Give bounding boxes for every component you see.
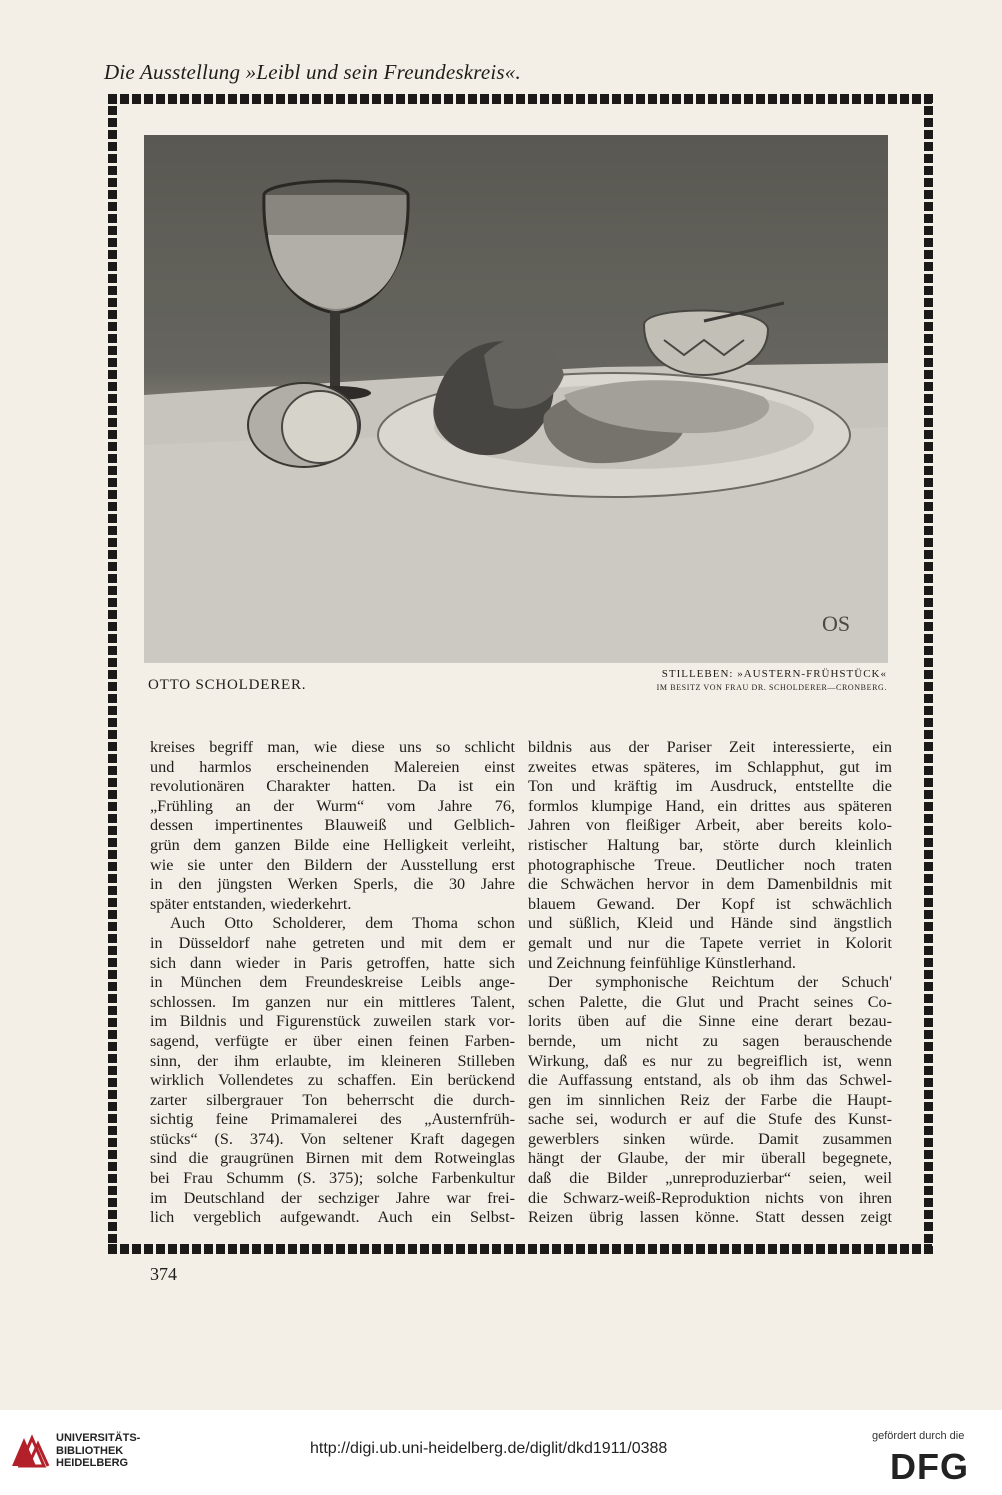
page-number: 374 [150, 1264, 177, 1284]
border-bottom [108, 1244, 932, 1254]
text-line: und harmlos erscheinenden Malereien einst [150, 757, 515, 776]
text-line: sagend, verfügte er über einen feinen Farben- [150, 1031, 515, 1050]
text-line: photographische Treue. Deutlicher noch traten [528, 855, 892, 874]
permalink-url[interactable]: http://digi.ub.uni-heidelberg.de/diglit/dkd1911/0388 [310, 1440, 668, 1457]
university-library-logo-icon [10, 1432, 50, 1472]
text-line: im Bildnis und Figurenstück zuweilen stark vor- [150, 1012, 515, 1031]
border-right [924, 94, 933, 1254]
text-line: später entstanden, wiederkehrt. [150, 894, 352, 913]
text-line: Jahren von fleißiger Arbeit, aber bereits kolo- [528, 816, 892, 835]
text-line: ristischer Haltung bar, störte durch kleinlich [528, 835, 892, 854]
text-line: in den jüngsten Werken Sperls, die 30 Jahre [150, 875, 515, 894]
border-left [108, 94, 117, 1254]
text-line: bernde, um nicht zu sagen berauschende [528, 1031, 892, 1050]
text-line: die Auffassung entstand, als ob ihm das Schwel- [528, 1071, 892, 1090]
text-line: sache sei, wodurch er auf die Stufe des Kunst- [528, 1110, 892, 1129]
text-line: die Schwächen hervor in dem Damenbildnis mit [528, 875, 892, 894]
text-line: in München dem Freundeskreise Leibls ange- [150, 973, 515, 992]
library-name-line: UNIVERSITÄTS- [56, 1432, 141, 1444]
text-line: grün dem ganzen Bilde eine Helligkeit verleiht, [150, 835, 515, 854]
painting-title: STILLEBEN: »AUSTERN-FRÜHSTÜCK« [661, 668, 887, 680]
text-line: revolutionären Charakter hatten. Da ist ein [150, 777, 515, 796]
text-line: formlos klumpige Hand, ein drittes aus späteren [528, 796, 892, 815]
text-line: Reizen übrig lassen könne. Statt dessen zeigt [528, 1208, 892, 1227]
title-caption [560, 668, 887, 692]
text-line: und Zeichnung feinfühlige Künstlerhand. [528, 953, 796, 972]
running-head: Die Ausstellung »Leibl und sein Freundeskreis«. [104, 60, 521, 84]
text-line: und süßlich, Kleid und Hände sind ängstlich [528, 914, 892, 933]
digitization-footer [0, 1410, 1002, 1495]
text-line: dessen impertinentes Blauweiß und Gelblich- [150, 816, 515, 835]
text-line: sichtig feine Primamalerei des „Austernfrüh- [150, 1110, 515, 1129]
text-line: bildnis aus der Pariser Zeit interessierte, ein [528, 738, 892, 756]
text-line: zarter silbergrauer Ton beherrscht die durch- [150, 1090, 515, 1109]
text-line: stücks“ (S. 374). Von seltener Kraft dagegen [150, 1129, 515, 1148]
text-line: in Düsseldorf nahe getreten und mit dem er [150, 933, 515, 952]
text-line: Wirkung, daß es nur zu begreiflich ist, wenn [528, 1051, 892, 1070]
library-name-line: BIBLIOTHEK [56, 1444, 124, 1457]
text-line: Der symphonische Reichtum der Schuch' [548, 973, 892, 992]
text-line: die Schwarz-weiß-Reproduktion nichts von ihren [528, 1188, 892, 1207]
text-line: im Deutschland der sechziger Jahre war frei- [150, 1188, 515, 1207]
text-column-left [150, 738, 515, 1228]
text-line: lorits üben auf die Sinne eine derart bezau- [528, 1012, 892, 1031]
text-line: blauem Gewand. Der Kopf ist schwächlich [528, 894, 892, 913]
painting-still-life [144, 135, 888, 663]
text-line: sind die graugrünen Birnen mit dem Rotweinglas [150, 1149, 515, 1168]
artist-caption: OTTO SCHOLDERER. [148, 677, 307, 693]
text-line: daß die Bilder „unreproduzierbar“ seien, weil [528, 1169, 892, 1188]
text-line: kreises begriff man, wie diese uns so schlicht [150, 738, 515, 756]
painting-monogram: OS [822, 611, 851, 636]
library-name-line: HEIDELBERG [56, 1457, 129, 1469]
funding-note: gefördert durch die [872, 1430, 965, 1442]
border-top [108, 94, 932, 104]
text-line: zweites etwas späteres, im Schlapphut, gut im [528, 757, 892, 776]
text-line: hängt der Glaube, der mir überall begegnete, [528, 1149, 892, 1168]
text-line: Ton und kräftig im Ausdruck, entstellte die [528, 777, 892, 796]
painting-illustration [144, 135, 888, 663]
text-line: „Frühling an der Wurm“ vom Jahre 76, [150, 796, 515, 815]
dfg-logo: DFG [890, 1446, 969, 1487]
text-line: bei Frau Schumm (S. 375); solche Farbenkultur [150, 1169, 515, 1188]
text-line: sinn, der ihm erlaubte, im kleineren Stilleben [150, 1051, 515, 1070]
text-line: schlossen. Im ganzen nur ein mittleres Talent, [150, 992, 515, 1011]
text-line: Auch Otto Scholderer, dem Thoma schon [170, 914, 515, 933]
text-column-right [528, 738, 892, 1228]
text-line: lich vergeblich aufgewandt. Auch ein Selbst- [150, 1208, 515, 1227]
painting-owner: IM BESITZ VON FRAU DR. SCHOLDERER—CRONBERG. [656, 683, 887, 692]
university-library-name [56, 1432, 140, 1470]
text-line: gewerblers sinken würde. Damit zusammen [528, 1129, 892, 1148]
text-line: wie sie unter den Bildern der Ausstellung erst [150, 855, 515, 874]
text-line: sich dann wieder in Paris getroffen, hatte sich [150, 953, 515, 972]
text-line: gen im sinnlichen Reiz der Farbe die Haupt- [528, 1090, 892, 1109]
text-line: wirklich Vollendetes zu schaffen. Ein berückend [150, 1071, 515, 1090]
text-line: schen Palette, die Glut und Pracht seines Co- [528, 992, 892, 1011]
text-line: gemalt und nur die Tapete verriet in Kolorit [528, 933, 892, 952]
